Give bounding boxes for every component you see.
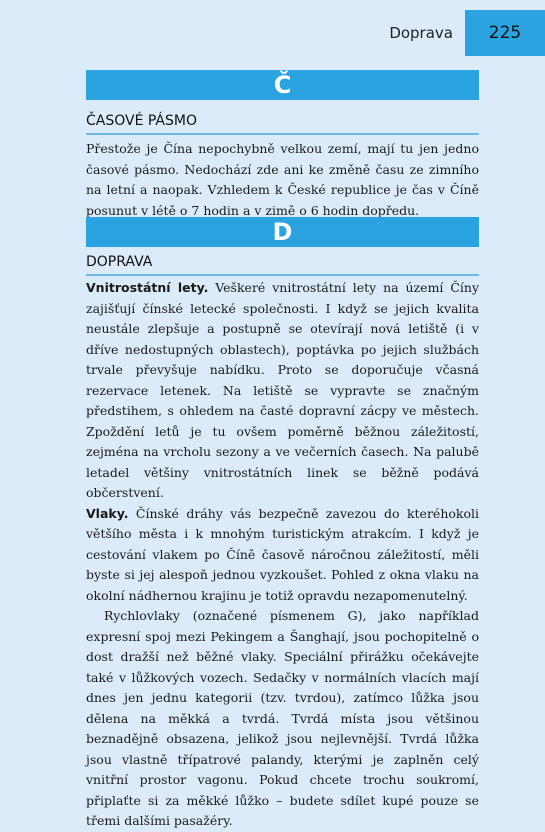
paragraph: Přestože je Čína nepochybně velkou zemí, mají tu jen jedno časové pásmo. Nedochází zde ani ke změně času ze zimního na letní a naopak. Vzhledem k České republice je čas v Číně posunut v létě o 7 hodin a v zimě o 6 hodin dopředu. [86, 141, 479, 218]
paragraph-text: Čínské dráhy vás bezpečně zavezou do kteréhokoli většího města i k mnohým turistickým atrakcím. I když je cestování vlakem po Číně časově náročnou záležitostí, měli byste si jej alespoň jednou vyzkoušet. Pohled z okna vlaku na okolní nádhernou krajinu je totiž opravdu nezapomenutelný. [86, 505, 479, 603]
section-body [86, 278, 479, 832]
paragraph: Rychlovlaky (označené písmenem G), jako například expresní spoj mezi Pekingem a Šanghají, jsou pochopitelně o dost dražší než běžné vlaky. Speciální přirážku očekávejte také v lůžkových vozech. Sedačky v normálních vlacích mají dnes jen jednu kategorii (tzv. tvrdou), zatímco lůžka jsou dělena na měkká a tvrdá. Tvrdá místa jsou většinou beznadějně obsazena, jelikož jsou nejlevnější. Tvrdá lůžka jsou vlastně třípatrové palandy, kterými je zaplněn celý vnitřní prostor vagonu. Pokud chcete trochu soukromí, připlaťte si za měkké lůžko – budete sdílet kupé pouze se třemi dalšími pasažéry. [86, 608, 479, 828]
page-number: 225 [488, 23, 522, 43]
paragraph-lead: Vnitrostátní lety. [86, 280, 209, 295]
section-heading: ČASOVÉ PÁSMO [86, 113, 479, 135]
paragraph [86, 504, 479, 607]
paragraph-lead: Vlaky. [86, 505, 129, 521]
paragraph-text: Veškeré vnitrostátní lety na území Číny zajišťují čínské letecké společnosti. I když se jejich kvalita neustále zlepšuje a postupně se otevírají nová letiště (i v dříve nedostupných oblastech), poptávka po jejich službách trvale převyšuje nabídku. Proto se doporučuje včasná rezervace letenek. Na letiště se vypravte se značným předstihem, s ohledem na časté dopravní zácpy ve městech. Zpoždění letů je tu ovšem poměrně běžnou záležitostí, zejména na vrcholu sezony a ve večerních časech. Na palubě letadel většiny vnitrostátních linek se běžně podává občerstvení. [86, 280, 480, 500]
section-letter-bar: Č [86, 70, 479, 100]
section-letter-bar: D [86, 217, 479, 247]
page-number-tab [465, 10, 545, 56]
section-heading: DOPRAVA [86, 254, 479, 276]
section-body [86, 139, 479, 221]
paragraph [86, 278, 479, 504]
running-header-title: Doprava [389, 24, 453, 42]
